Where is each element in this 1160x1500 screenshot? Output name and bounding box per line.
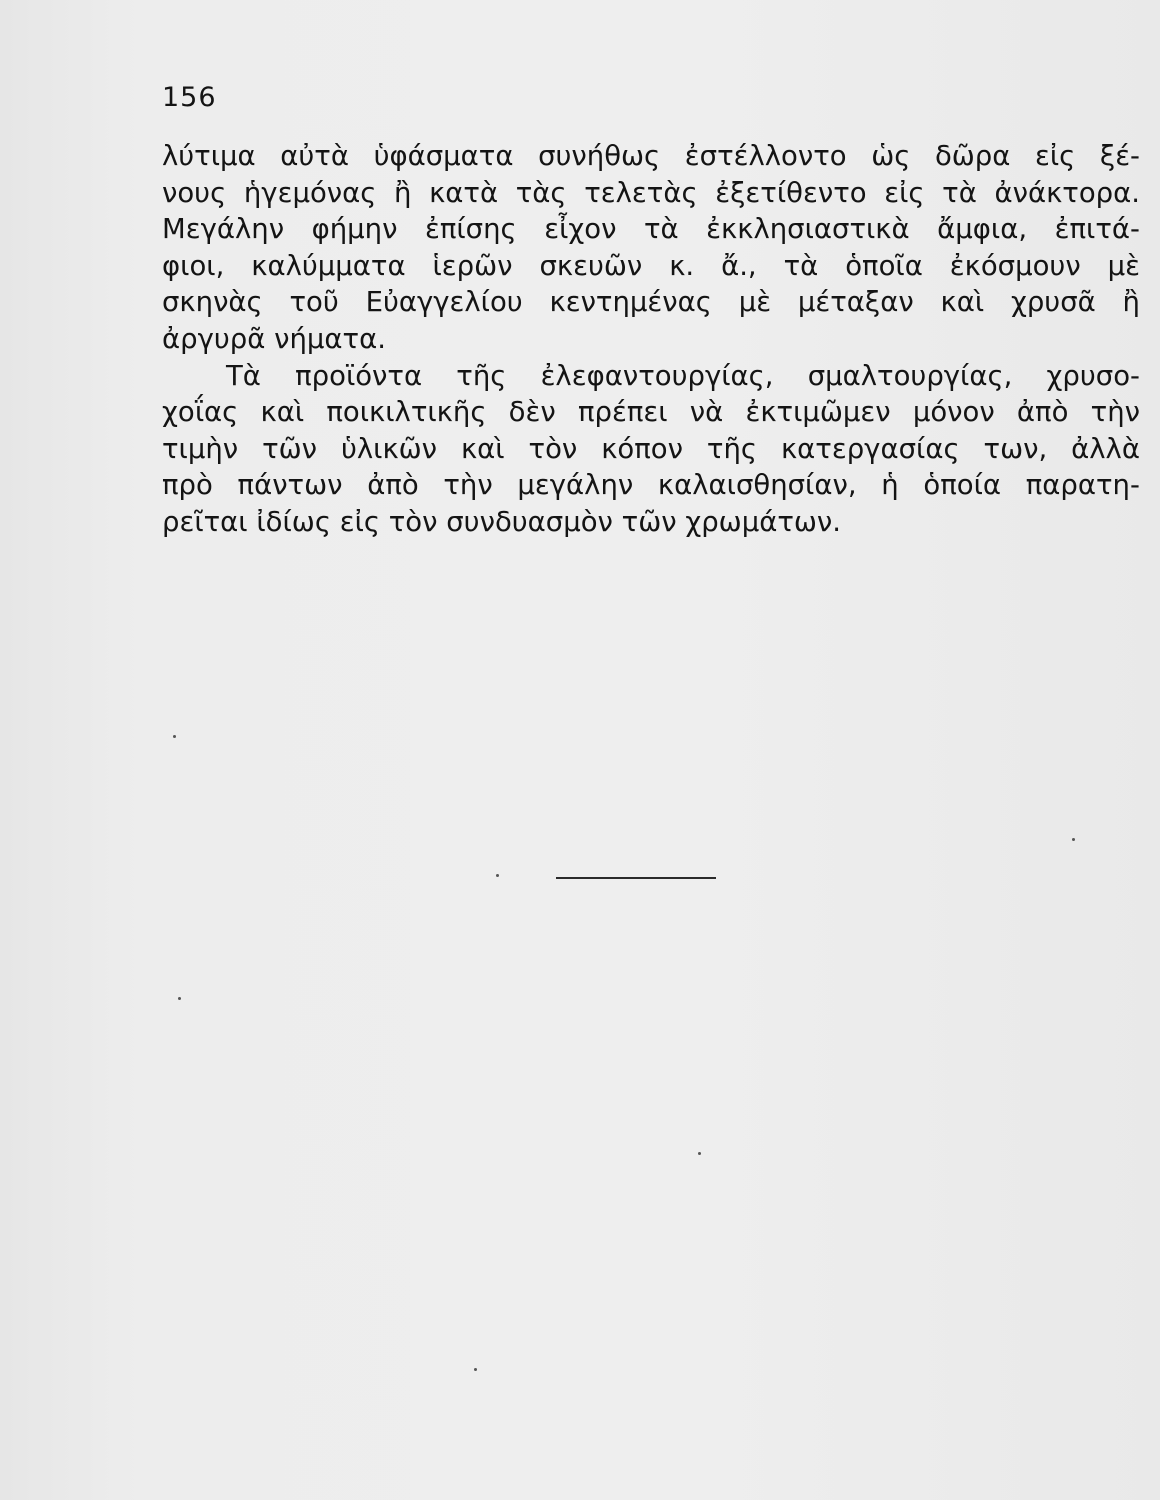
word: φήμην <box>311 213 398 246</box>
text-line <box>162 504 1140 541</box>
word: ἡγεμόνας <box>243 176 377 209</box>
word: φιοι, <box>162 249 225 282</box>
word: ἐκόσμουν <box>949 249 1081 282</box>
word: τελετὰς <box>584 176 698 209</box>
word: τὰ <box>783 249 819 282</box>
word: κεντημένας <box>549 286 712 319</box>
word: προϊόντα <box>295 359 423 392</box>
line-text <box>162 431 1140 468</box>
text-line <box>162 467 1140 504</box>
word: ξέ- <box>1099 140 1140 172</box>
scan-speck <box>474 1368 477 1371</box>
text-line <box>162 394 1140 431</box>
word: ἐλεφαντουργίας, <box>540 359 774 392</box>
word: ἐπιτά- <box>1054 213 1140 246</box>
word: νους <box>162 176 227 209</box>
word: ἄμφια, <box>937 213 1028 246</box>
word: Μεγάλην <box>162 213 285 246</box>
word: μεγάλην <box>517 469 634 502</box>
word: μὲ <box>1107 249 1140 282</box>
word: δὲν <box>508 396 556 429</box>
line-text <box>162 211 1140 248</box>
word: ἐκτιμῶμεν <box>745 396 891 429</box>
word: παρατη- <box>1025 469 1140 502</box>
word: ἢ <box>1122 286 1140 319</box>
text-line <box>162 358 1140 395</box>
word: σκηνὰς <box>162 286 263 319</box>
line-text <box>162 284 1140 321</box>
word: πρὸ <box>162 469 213 502</box>
word: τὴν <box>443 469 493 502</box>
line-text <box>162 248 1140 285</box>
word: τὴν <box>1090 396 1140 429</box>
body-text <box>162 138 1142 541</box>
page-number: 156 <box>162 82 217 113</box>
scan-speck <box>496 874 499 877</box>
word: ἡ <box>881 469 899 502</box>
text-line <box>162 138 1140 175</box>
word: χοΐας <box>162 396 239 429</box>
word: ἀλλὰ <box>1071 432 1140 465</box>
scan-speck <box>173 735 176 738</box>
word: κ. <box>669 249 695 282</box>
word: χρυσᾶ <box>1010 286 1096 319</box>
word: καλύμματα <box>251 249 406 282</box>
line-text: ρεῖται ἰδίως εἰς τὸν συνδυασμὸν τῶν χρωμάτων. <box>162 505 842 538</box>
word: μέταξαν <box>797 286 914 319</box>
word: καλαισθησίαν, <box>657 469 857 502</box>
word: ὁποία <box>923 469 1002 502</box>
word: ἀπὸ <box>1016 396 1069 429</box>
text-line <box>162 284 1140 321</box>
word: πρέπει <box>577 396 668 429</box>
word: των, <box>983 432 1048 465</box>
word: αὐτὰ <box>280 140 349 172</box>
word: τῆς <box>706 432 758 465</box>
section-separator <box>556 877 716 879</box>
word: ποικιλτικῆς <box>326 396 487 429</box>
word: τὰ <box>942 176 977 209</box>
word: ἐξετίθεντο <box>715 176 867 209</box>
line-text <box>162 467 1140 504</box>
word: ἀνάκτορα. <box>994 176 1140 209</box>
word: χρυσο- <box>1046 359 1140 392</box>
word: νὰ <box>689 396 724 429</box>
word: τὰς <box>515 176 567 209</box>
line-text <box>162 394 1140 431</box>
text-line <box>162 431 1140 468</box>
text-line <box>162 321 1140 358</box>
word: ἄ., <box>721 249 757 282</box>
word: συνήθως <box>538 140 661 172</box>
word: ὑφάσματα <box>373 140 514 172</box>
word: ὡς <box>871 140 911 172</box>
word: μὲ <box>738 286 772 319</box>
word: τοῦ <box>289 286 339 319</box>
word: Εὐαγγελίου <box>365 286 523 319</box>
text-line <box>162 248 1140 285</box>
word: ἐπίσης <box>424 213 517 246</box>
scan-speck <box>178 997 181 1000</box>
word: καὶ <box>460 432 505 465</box>
word: ἀπὸ <box>367 469 419 502</box>
word: ὑλικῶν <box>340 432 438 465</box>
word: εἰς <box>884 176 925 209</box>
word: τὸν <box>528 432 578 465</box>
word: πάντων <box>237 469 343 502</box>
text-line <box>162 211 1140 248</box>
word: κατὰ <box>429 176 499 209</box>
line-text <box>226 358 1140 395</box>
word: ἢ <box>394 176 412 209</box>
word: κατεργασίας <box>780 432 960 465</box>
word: δῶρα <box>934 140 1011 172</box>
line-text <box>162 175 1140 212</box>
scan-speck <box>698 1152 701 1155</box>
word: σμαλτουργίας, <box>807 359 1013 392</box>
word: κόπον <box>601 432 683 465</box>
word: τῶν <box>262 432 318 465</box>
word: τιμὴν <box>162 432 239 465</box>
word: ἐκκλησιαστικὰ <box>706 213 910 246</box>
word: ἐστέλλοντο <box>684 140 847 172</box>
word: τῆς <box>456 359 507 392</box>
word: τὰ <box>643 213 679 246</box>
line-text: ἀργυρᾶ νήματα. <box>162 322 386 355</box>
word: λύτιμα <box>162 140 256 172</box>
scan-speck <box>1072 838 1075 841</box>
word: ἱερῶν <box>432 249 513 282</box>
word: καὶ <box>260 396 305 429</box>
word: μόνον <box>912 396 995 429</box>
line-text <box>162 138 1140 175</box>
word: Τὰ <box>226 359 261 392</box>
word: σκευῶν <box>539 249 643 282</box>
word: εἰς <box>1034 140 1076 172</box>
word: εἶχον <box>544 213 617 246</box>
text-line <box>162 175 1140 212</box>
word: ὁποῖα <box>845 249 923 282</box>
word: καὶ <box>940 286 985 319</box>
